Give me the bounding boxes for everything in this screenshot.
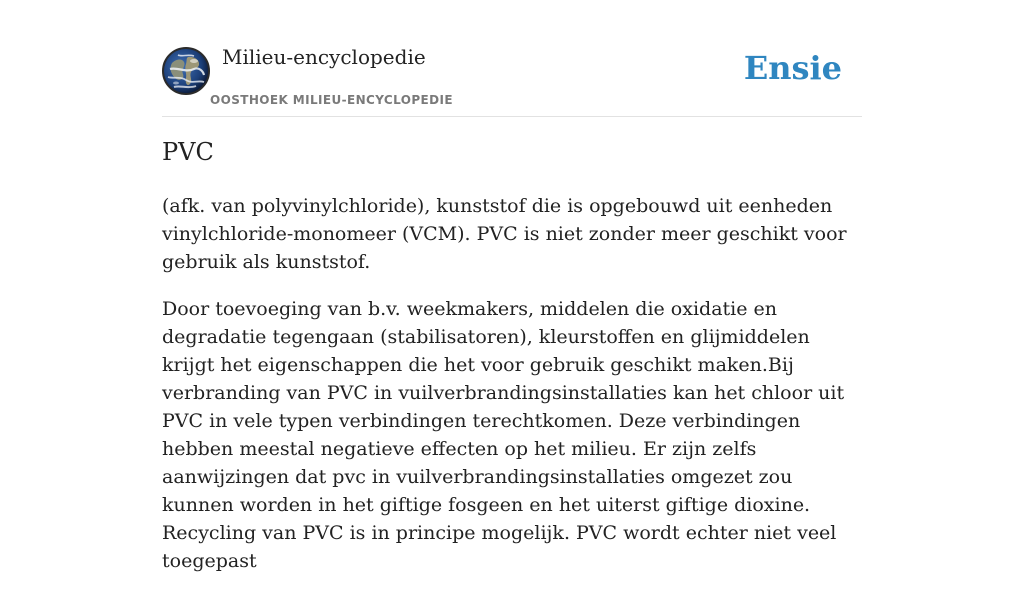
entry-paragraph: Door toevoeging van b.v. weekmakers, middelen die oxidatie en degradatie tegengaan (stabilisatoren), kleurstoffen en glijmiddelen krijgt het eigenschappen die het voor gebruik geschikt maken.Bij verbranding van PVC in vuilverbrandingsinstallaties kan het chloor uit PVC in vele typen verbindingen terechtkomen. Deze verbindingen hebben meestal negatieve effecten op het milieu. Er zijn zelfs aanwijzingen dat pvc in vuilverbrandingsinstallaties omgezet zou kunnen worden in het giftige fosgeen en het uiterst giftige dioxine. Recycling van PVC is in principe mogelijk. PVC wordt echter niet veel toegepast: [162, 298, 845, 572]
header: [162, 0, 862, 117]
source-title[interactable]: Milieu-encyclopedie: [222, 45, 426, 69]
entry-title: PVC: [162, 138, 214, 166]
earth-globe-icon[interactable]: [162, 47, 210, 95]
page: [162, 0, 862, 572]
earth-globe-graphic: [164, 49, 208, 93]
entry-paragraph: (afk. van polyvinylchloride), kunststof die is opgebouwd uit eenheden vinylchloride-monomeer (VCM). PVC is niet zonder meer geschikt voor gebruik als kunststof.: [162, 195, 847, 273]
entry-body: [162, 192, 862, 594]
source-subtitle: OOSTHOEK MILIEU-ENCYCLOPEDIE: [210, 93, 453, 107]
brand-logo-link[interactable]: Ensie: [743, 49, 842, 87]
